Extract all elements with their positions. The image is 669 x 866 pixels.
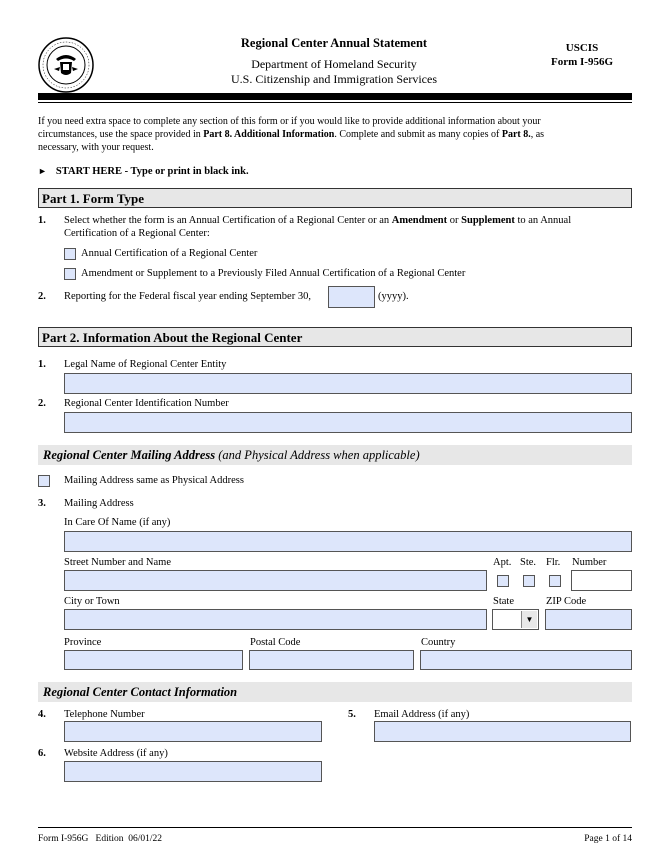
part2-header: Part 2. Information About the Regional Center [38,327,632,347]
footer-rule [38,827,632,828]
ste-label: Ste. [520,557,537,568]
annual-certification-checkbox[interactable] [64,248,76,260]
rc-id-input[interactable] [64,412,632,433]
contact-info-header: Regional Center Contact Information [38,682,632,702]
state-select[interactable] [492,609,539,630]
number-label: Number [572,557,607,568]
part1-header: Part 1. Form Type [38,188,632,208]
fiscal-year-label: Reporting for the Federal fiscal year ending September 30, [64,291,311,302]
part2-q2-number: 2. [38,398,46,409]
street-label: Street Number and Name [64,557,172,568]
part2-q4-number: 4. [38,709,46,720]
part1-q1-number: 1. [38,215,46,226]
fiscal-year-input[interactable] [328,286,375,308]
postal-code-label: Postal Code [250,637,301,648]
ste-checkbox[interactable] [523,575,535,587]
intro-line-1: If you need extra space to complete any section of this form or if you would like to provide additional information about your [38,116,541,127]
rc-id-label: Regional Center Identification Number [64,398,229,409]
fiscal-year-suffix: (yyyy). [378,291,409,302]
agency-name: U.S. Citizenship and Immigration Services [231,72,437,86]
same-as-physical-label: Mailing Address same as Physical Address [64,475,244,486]
annual-certification-label: Annual Certification of a Regional Center [81,248,258,259]
amendment-label: Amendment or Supplement to a Previously Filed Annual Certification of a Regional Center [81,268,466,279]
website-label: Website Address (if any) [64,748,168,759]
apt-label: Apt. [493,557,512,568]
legal-name-label: Legal Name of Regional Center Entity [64,359,227,370]
department-name: Department of Homeland Security [251,57,417,71]
same-as-physical-checkbox[interactable] [38,475,50,487]
province-input[interactable] [64,650,243,670]
form-number: Form I-956G [550,56,613,68]
city-label: City or Town [64,596,120,607]
chevron-down-icon[interactable]: ▼ [521,611,537,628]
zip-input[interactable] [545,609,632,630]
part2-q5-number: 5. [348,709,356,720]
zip-label: ZIP Code [546,596,587,607]
header-rule-thick [38,93,632,100]
unit-number-input[interactable] [571,570,632,591]
country-label: Country [421,637,456,648]
part2-q1-number: 1. [38,359,46,370]
part1-q1-text: Select whether the form is an Annual Certification of a Regional Center or an Amendment or Supplement to an Annual [64,215,572,226]
part2-q6-number: 6. [38,748,46,759]
street-input[interactable] [64,570,487,591]
part2-q3-number: 3. [38,498,46,509]
email-label: Email Address (if any) [374,709,470,720]
footer-page-number: Page 1 of 14 [584,834,632,844]
province-label: Province [64,637,102,648]
flr-label: Flr. [546,557,561,568]
uscis-label: USCIS [565,42,599,54]
telephone-input[interactable] [64,721,322,742]
telephone-label: Telephone Number [64,709,145,720]
in-care-of-label: In Care Of Name (if any) [64,517,171,528]
amendment-checkbox[interactable] [64,268,76,280]
start-here: ► START HERE - Type or print in black ink. [38,166,249,177]
state-label: State [493,596,514,607]
dhs-seal [38,37,94,93]
mailing-address-label: Mailing Address [64,498,134,509]
intro-line-3: necessary, with your request. [38,142,154,153]
legal-name-input[interactable] [64,373,632,394]
email-input[interactable] [374,721,631,742]
city-input[interactable] [64,609,487,630]
arrow-right-icon: ► [38,166,47,176]
intro-line-2: circumstances, use the space provided in Part 8. Additional Information. Complete and submit as many copies of Part 8., as [38,129,545,140]
part1-q2-number: 2. [38,291,46,302]
apt-checkbox[interactable] [497,575,509,587]
country-input[interactable] [420,650,632,670]
footer-edition: Form I-956G Edition 06/01/22 [38,834,163,844]
postal-code-input[interactable] [249,650,414,670]
in-care-of-input[interactable] [64,531,632,552]
part1-q1-text-cont: Certification of a Regional Center: [64,228,210,239]
header-rule-thin [38,102,632,103]
mailing-address-header: Regional Center Mailing Address (and Physical Address when applicable) [38,445,632,465]
website-input[interactable] [64,761,322,782]
form-title: Regional Center Annual Statement [240,36,428,50]
flr-checkbox[interactable] [549,575,561,587]
